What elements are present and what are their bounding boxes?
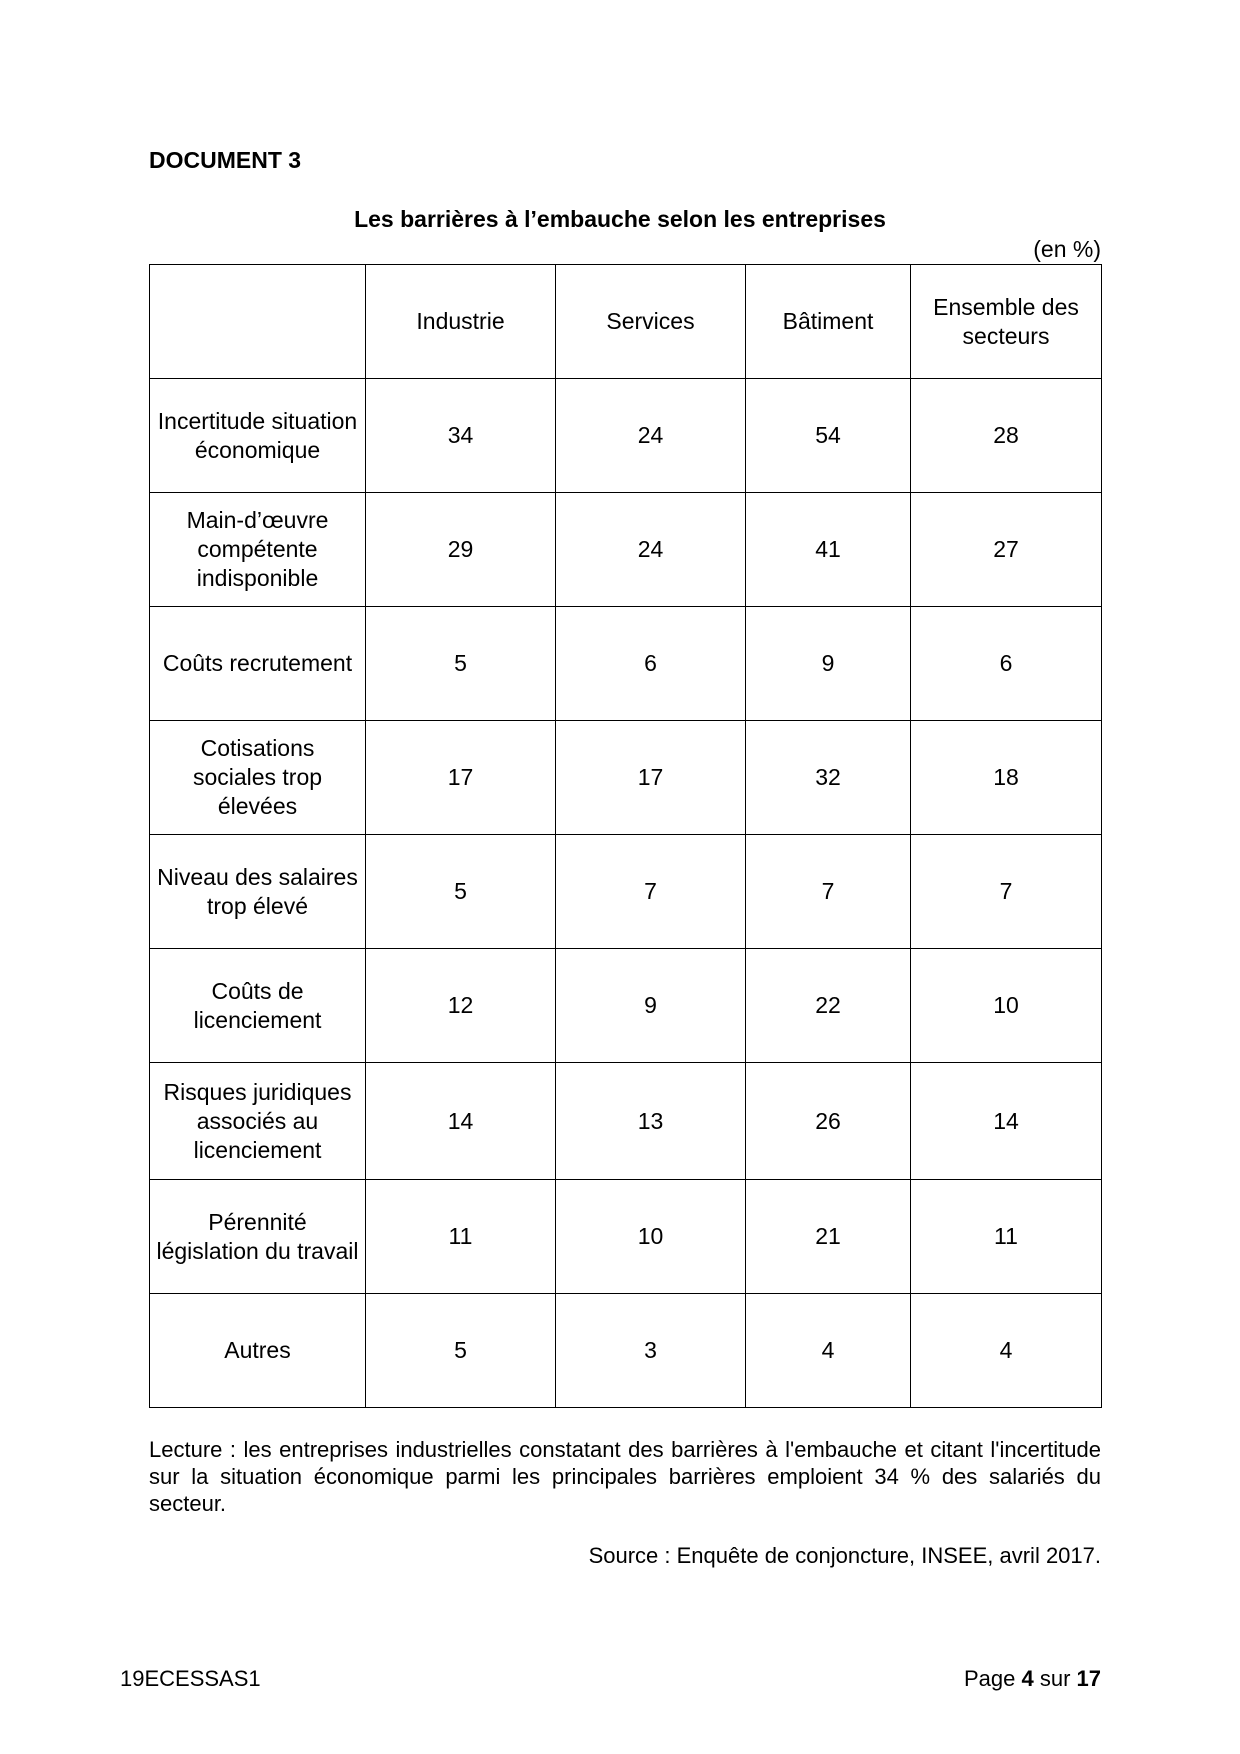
table-row (150, 379, 1102, 493)
page-current: 4 (1021, 1666, 1034, 1691)
source-note: Source : Enquête de conjoncture, INSEE, avril 2017. (588, 1543, 1101, 1568)
value-cell: 54 (746, 379, 911, 493)
value-cell: 7 (556, 835, 746, 949)
row-label: Coûts recrutement (150, 607, 366, 721)
page-total: 17 (1076, 1666, 1101, 1691)
value-cell: 12 (366, 949, 556, 1063)
row-label: Main-d’œuvre compétente indisponible (150, 493, 366, 607)
value-cell: 7 (911, 835, 1102, 949)
table-header-row (150, 265, 1102, 379)
value-cell: 26 (746, 1063, 911, 1180)
table-row (150, 949, 1102, 1063)
document-heading: DOCUMENT 3 (149, 147, 302, 173)
value-cell: 13 (556, 1063, 746, 1180)
value-cell: 14 (911, 1063, 1102, 1180)
value-cell: 3 (556, 1294, 746, 1408)
table-row (150, 607, 1102, 721)
value-cell: 24 (556, 493, 746, 607)
value-cell: 18 (911, 721, 1102, 835)
value-cell: 17 (366, 721, 556, 835)
table-row (150, 835, 1102, 949)
table-title: Les barrières à l’embauche selon les entreprises (354, 206, 886, 232)
barriers-table (149, 264, 1102, 1408)
value-cell: 5 (366, 1294, 556, 1408)
value-cell: 27 (911, 493, 1102, 607)
table-row (150, 721, 1102, 835)
value-cell: 34 (366, 379, 556, 493)
value-cell: 5 (366, 835, 556, 949)
value-cell: 4 (911, 1294, 1102, 1408)
table-row (150, 1180, 1102, 1294)
value-cell: 6 (911, 607, 1102, 721)
value-cell: 11 (366, 1180, 556, 1294)
row-label: Niveau des salaires trop élevé (150, 835, 366, 949)
value-cell: 10 (911, 949, 1102, 1063)
value-cell: 24 (556, 379, 746, 493)
row-label: Pérennité législation du travail (150, 1180, 366, 1294)
row-label: Incertitude situation économique (150, 379, 366, 493)
value-cell: 5 (366, 607, 556, 721)
value-cell: 6 (556, 607, 746, 721)
page-middle: sur (1039, 1666, 1071, 1691)
value-cell: 22 (746, 949, 911, 1063)
value-cell: 41 (746, 493, 911, 607)
row-label: Coûts de licenciement (150, 949, 366, 1063)
unit-note: (en %) (1033, 236, 1101, 262)
value-cell: 10 (556, 1180, 746, 1294)
table-row (150, 493, 1102, 607)
value-cell: 4 (746, 1294, 911, 1408)
header-services: Services (556, 265, 746, 379)
footer-document-code: 19ECESSAS1 (120, 1666, 261, 1691)
table-row (150, 1294, 1102, 1408)
row-label: Risques juridiques associés au licenciement (150, 1063, 366, 1180)
value-cell: 9 (556, 949, 746, 1063)
reading-note: Lecture : les entreprises industrielles constatant des barrières à l'embauche et citant l'incertitude sur la situation économique parmi les principales barrières emploient 34 % des salariés du secteur. (149, 1437, 1101, 1516)
row-label: Cotisations sociales trop élevées (150, 721, 366, 835)
value-cell: 9 (746, 607, 911, 721)
footer-page-number (964, 1666, 1101, 1692)
value-cell: 21 (746, 1180, 911, 1294)
header-empty-cell (150, 265, 366, 379)
value-cell: 29 (366, 493, 556, 607)
value-cell: 17 (556, 721, 746, 835)
value-cell: 28 (911, 379, 1102, 493)
value-cell: 7 (746, 835, 911, 949)
header-ensemble: Ensemble des secteurs (911, 265, 1102, 379)
page-prefix: Page (963, 1666, 1016, 1691)
value-cell: 11 (911, 1180, 1102, 1294)
value-cell: 32 (746, 721, 911, 835)
value-cell: 14 (366, 1063, 556, 1180)
header-industrie: Industrie (366, 265, 556, 379)
header-batiment: Bâtiment (746, 265, 911, 379)
row-label: Autres (150, 1294, 366, 1408)
table-row (150, 1063, 1102, 1180)
